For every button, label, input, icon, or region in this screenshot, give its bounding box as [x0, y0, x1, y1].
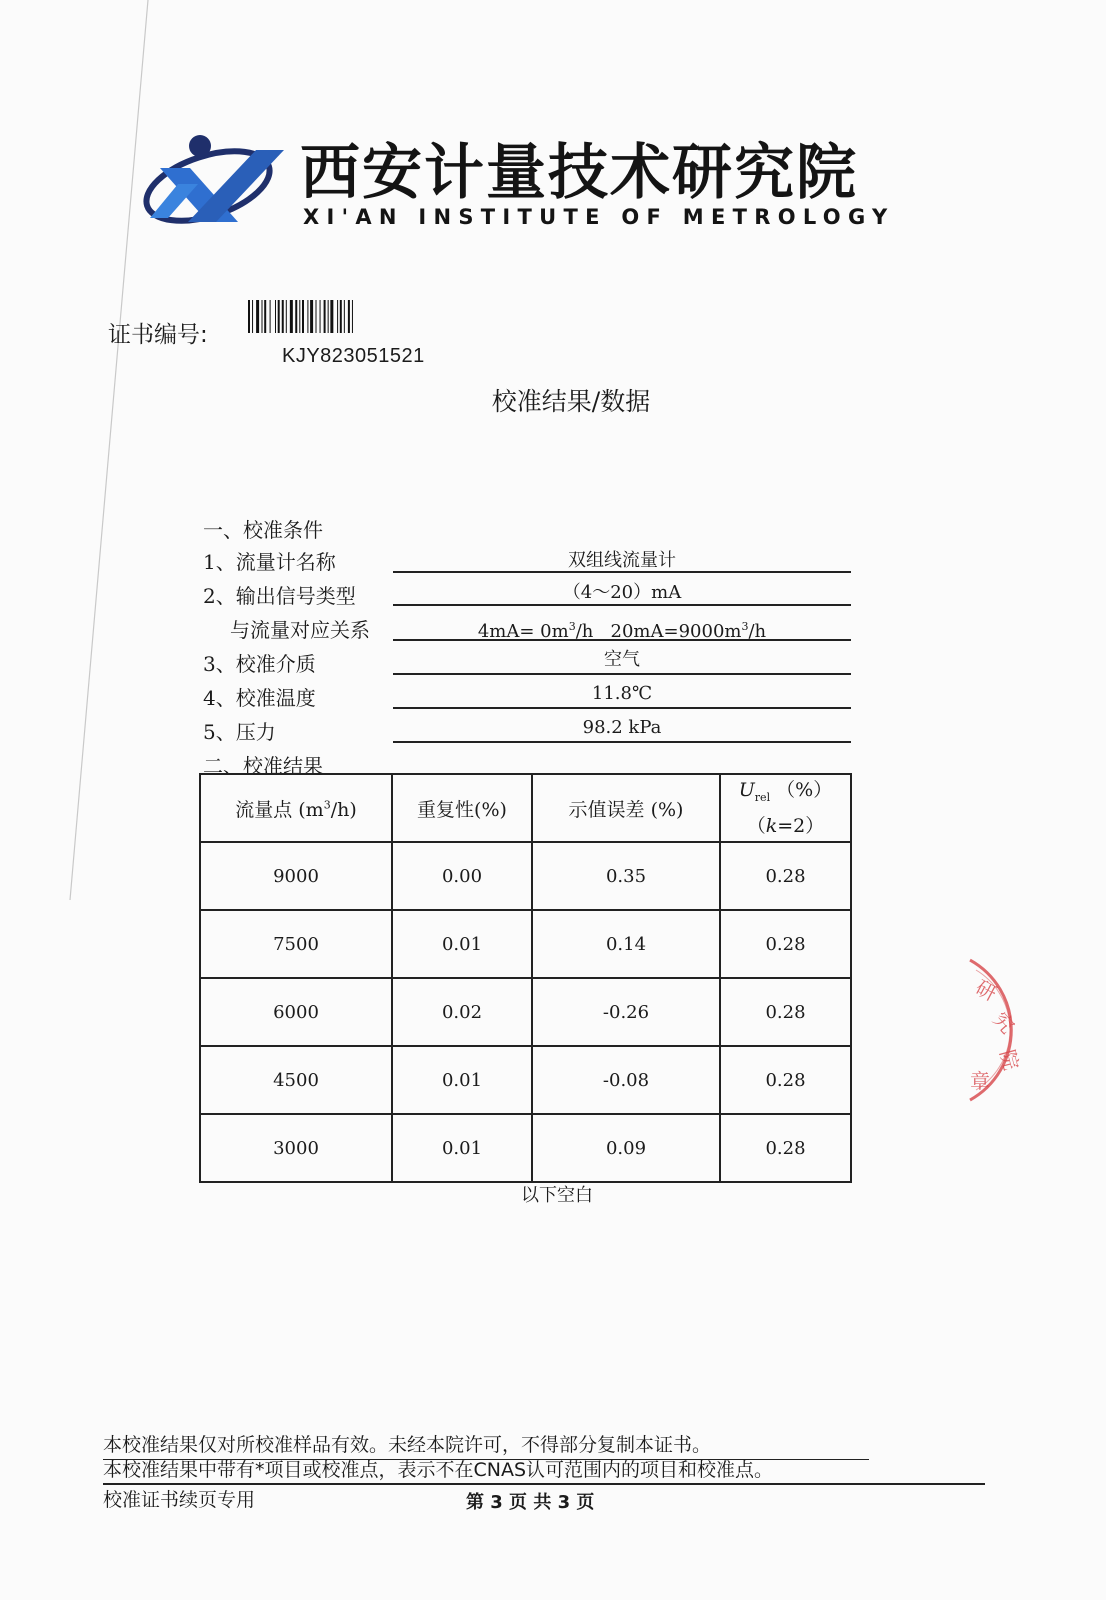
- org-name-cn: 西安计量技术研究院: [300, 138, 858, 208]
- table-header-row: [200, 774, 851, 842]
- cell-urel: 0.28: [720, 1046, 851, 1114]
- certificate-number: KJY823051521: [282, 345, 425, 367]
- cell-repeatability: 0.02: [392, 978, 532, 1046]
- cell-error: 0.09: [532, 1114, 720, 1182]
- condition-value: $4mA= 0m^3/h$ $20mA=9000m^3/h$: [477, 620, 767, 642]
- condition-label: 3、校准介质: [203, 652, 316, 676]
- condition-value: 98.2 kPa: [582, 717, 662, 738]
- cell-repeatability: 0.00: [392, 842, 532, 910]
- barcode-icon: [248, 300, 455, 333]
- condition-label: 5、压力: [203, 720, 276, 744]
- page-indicator: 第 3 页 共 3 页: [466, 1492, 595, 1513]
- condition-label: 1、流量计名称: [203, 550, 336, 574]
- svg-text:院: 院: [995, 1047, 1024, 1073]
- underline: [393, 571, 851, 573]
- condition-value: （4～20）mA: [562, 582, 682, 603]
- conditions-heading: 一、校准条件: [203, 518, 323, 542]
- table-row: [200, 1114, 851, 1182]
- cell-flow: 4500: [200, 1046, 392, 1114]
- cell-flow: 6000: [200, 978, 392, 1046]
- cell-flow: 7500: [200, 910, 392, 978]
- footer-note-cnas: 本校准结果中带有*项目或校准点，表示不在CNAS认可范围内的项目和校准点。: [103, 1459, 774, 1481]
- footer-note-validity: 本校准结果仅对所校准样品有效。未经本院许可，不得部分复制本证书。: [103, 1434, 712, 1456]
- cell-urel: 0.28: [720, 910, 851, 978]
- continuation-label: 校准证书续页专用: [103, 1489, 256, 1511]
- svg-text:究: 究: [988, 1007, 1020, 1039]
- cell-urel: 0.28: [720, 978, 851, 1046]
- cell-urel: 0.28: [720, 842, 851, 910]
- condition-label: 4、校准温度: [203, 686, 316, 710]
- cell-repeatability: 0.01: [392, 1046, 532, 1114]
- header-error: 示值误差 (%): [532, 774, 720, 842]
- underline: [393, 707, 851, 709]
- institute-seal-icon: [930, 940, 1050, 1120]
- results-heading: 二、校准结果: [203, 754, 323, 778]
- certificate-label: 证书编号:: [108, 322, 208, 348]
- underline: [393, 673, 851, 675]
- table-row: [200, 842, 851, 910]
- cell-error: 0.35: [532, 842, 720, 910]
- results-table: [199, 773, 852, 1183]
- cell-repeatability: 0.01: [392, 910, 532, 978]
- cell-flow: 9000: [200, 842, 392, 910]
- condition-label: 与流量对应关系: [230, 618, 370, 642]
- underline: [393, 741, 851, 743]
- blank-below-note: 以下空白: [521, 1185, 593, 1206]
- page-title: 校准结果/数据: [491, 387, 651, 416]
- condition-value: 双组线流量计: [568, 550, 676, 571]
- footer-rule: [103, 1483, 985, 1485]
- cell-urel: 0.28: [720, 1114, 851, 1182]
- cell-repeatability: 0.01: [392, 1114, 532, 1182]
- cell-error: -0.08: [532, 1046, 720, 1114]
- org-name-en: XI'AN INSTITUTE OF METROLOGY: [303, 205, 895, 229]
- cell-flow: 3000: [200, 1114, 392, 1182]
- underline: [393, 604, 851, 606]
- svg-text:章: 章: [970, 1069, 990, 1093]
- underline: [393, 639, 851, 641]
- condition-value: 空气: [604, 649, 640, 670]
- condition-label: 2、输出信号类型: [203, 584, 356, 608]
- table-row: [200, 978, 851, 1046]
- cell-error: -0.26: [532, 978, 720, 1046]
- svg-text:研: 研: [971, 975, 1001, 1006]
- header-flow-point: 流量点 $(m^3/h)$: [200, 774, 392, 842]
- condition-value: 11.8℃: [591, 683, 653, 704]
- xian-metrology-logo-icon: [138, 128, 288, 228]
- cell-error: 0.14: [532, 910, 720, 978]
- header-urel: $U_{rel}$ （%） （k=2）: [720, 774, 851, 842]
- table-row: [200, 910, 851, 978]
- table-row: [200, 1046, 851, 1114]
- header-repeatability: 重复性(%): [392, 774, 532, 842]
